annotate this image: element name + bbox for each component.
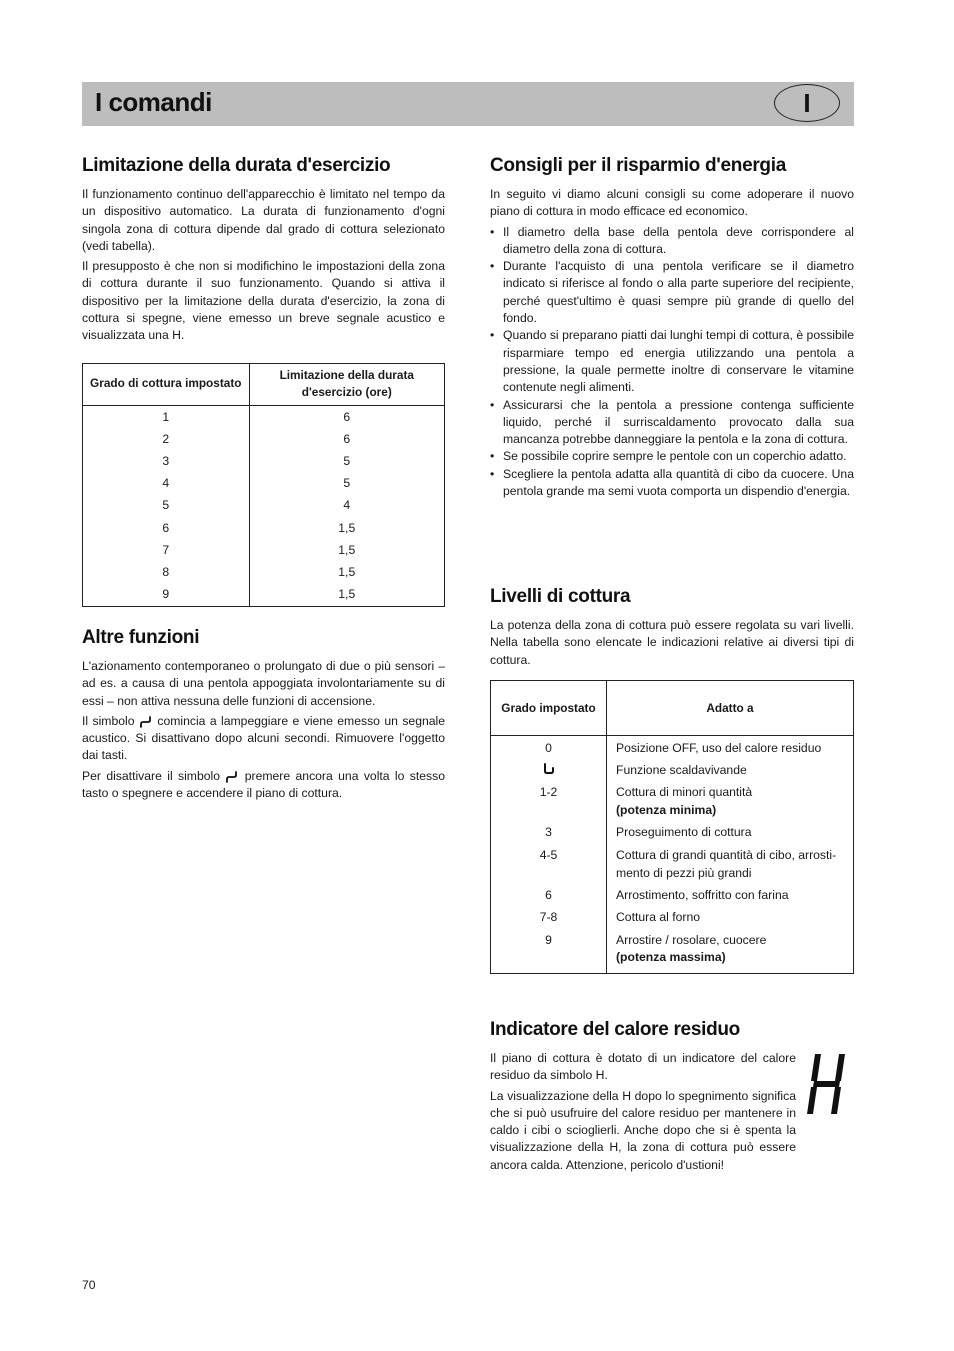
ore-cell: 1,5 [249,561,444,583]
residual-heat-h-icon [806,1052,850,1116]
level-cell: 4-5 [491,841,607,882]
level-cell: 0 [491,735,607,757]
list-item-text: Scegliere la pentola adatta alla quantità di cibo da cuocere. Una pentola grande ma semi vuota comporta un dispendio d'energia. [503,466,854,499]
consigli-intro: In seguito vi diamo alcuni consigli su come adoperare il nuovo piano di cottura in modo efficace ed economico. [490,187,854,219]
description-cell [607,735,854,757]
altre-p3-end: premere ancora una volta lo stesso tasto o spegnere e accendere il piano di cottura. [82,768,446,801]
table-row [491,779,854,819]
list-item: • Quando si preparano piatti dai lunghi tempi di cottura, è possibile risparmiare tempo ed energia utilizzando una pentola a pressione, la quale permette inoltre di conservare le vitamine contenute negli alimenti. [490,328,854,395]
grado-cell: 3 [83,450,250,472]
table-row [83,539,445,561]
indicatore-section [490,1019,854,1174]
altre-p2-start: Il simbolo [82,713,135,728]
description-text: Cottura di minori quantità [616,785,753,800]
altre-paragraph-1: L'azionamento contemporaneo o prolungato di due o più sensori – ad es. a causa di una pentola appoggiata involontariamente su di essi – non attiva nessuna delle funzioni di accensione. [82,659,445,708]
cooking-levels-table [490,680,854,974]
table-header-grado: Grado di cottura impostato [83,363,250,405]
altre-paragraph-3 [82,768,445,803]
indicatore-paragraph-2 [490,1088,854,1174]
table-row [491,735,854,757]
limitazione-heading: Limitazione della durata d'esercizio [82,155,391,176]
list-item: • Assicurarsi che la pentola a pressione contenga sufficiente liquido, perché il surriscaldamento provocato dalla sua mancanza potrebbe danneggiare la pentola e la zona di cottura. [490,397,854,447]
consigli-section [490,155,854,500]
altre-funzioni-heading: Altre funzioni [82,627,200,648]
indicatore-p2-text: La visualizzazione della H dopo lo spegnimento significa che si può usufruire del calore residuo per mantenere in caldo i cibi o scioglierli. Anche dopo che si è spenta la visualizzazione della H, la zona di cottura può essere ancora calda. Attenzione, pericolo d'ustioni! [490,1088,796,1172]
altre-p3-start: Per disattivare il simbolo [82,768,221,783]
table-row [491,882,854,904]
grado-cell: 1 [83,405,250,428]
table-row [83,450,445,472]
description-text: Posizione OFF, uso del calore residuo [616,740,822,755]
table-row [83,405,445,428]
description-text: Funzione scaldavivande [616,763,747,778]
list-item: • Durante l'acquisto di una pentola verificare se il diametro indicato si riferisce al fondo o alla parte superiore del recipiente, perché quest'ultimo è quasi sempre più grande di quello del fondo. [490,259,854,326]
grado-cell: 9 [83,583,250,606]
limitazione-paragraph-2: Il presupposto è che non si modifichino le impostazioni della zona di cottura durante il suo funzionamento. Quando si attiva il dispositivo per la limitazione della durata d'esercizio, la zona di cottura si spegne, viene emesso un breve segnale acustico e visualizzata una H. [82,259,445,343]
duration-limit-table [82,363,445,607]
ore-cell: 5 [249,450,444,472]
grado-cell: 5 [83,494,250,516]
level-cell: 3 [491,819,607,841]
description-cell [607,757,854,779]
consigli-heading: Consigli per il risparmio d'energia [490,155,786,176]
grado-cell: 6 [83,517,250,539]
livelli-section [490,586,854,974]
grado-cell: 4 [83,472,250,494]
indicatore-paragraph-1: Il piano di cottura è dotato di un indicatore del calore residuo da simbolo H. [490,1051,796,1083]
page-title: I comandi [95,87,212,117]
ore-cell: 4 [249,494,444,516]
table-header-grado: Grado impostato [491,680,607,735]
description-cell [607,927,854,974]
livelli-heading: Livelli di cottura [490,586,631,607]
level-cell: 1-2 [491,779,607,819]
description-text: Proseguimento di cottura [616,825,752,840]
table-row [491,819,854,841]
list-item-text: Se possibile coprire sempre le pentole con un coperchio adatto. [503,449,847,464]
table-row [83,517,445,539]
description-text: Arrostire / rosolare, cuocere [616,932,767,947]
table-row [83,428,445,450]
warming-u-icon [543,763,555,774]
list-item: • Scegliere la pentola adatta alla quantità di cibo da cuocere. Una pentola grande ma semi vuota comporta un dispendio d'energia. [490,466,854,499]
ore-cell: 1,5 [249,517,444,539]
squiggle-symbol-icon [225,770,239,784]
table-row [83,494,445,516]
limitazione-paragraph-1: Il funzionamento continuo dell'apparecchio è limitato nel tempo da un dispositivo automatico. La durata di funzionamento d'ogni singola zona di cottura dipende dal grado di cottura selezionato (vedi tabella). [82,187,445,253]
list-item: • Se possibile coprire sempre le pentole con un coperchio adatto. [490,449,847,464]
table-header-limitazione: Limitazione della durata d'esercizio (ore) [249,363,444,405]
level-cell [491,757,607,779]
table-header-adatto: Adatto a [607,680,854,735]
grado-cell: 2 [83,428,250,450]
description-cell [607,779,854,819]
language-badge: I [774,84,840,122]
description-cell [607,841,854,882]
list-item: • Il diametro della base della pentola deve corrispondere al diametro della zona di cottura. [490,224,854,256]
description-cell [607,904,854,926]
level-cell: 9 [491,927,607,974]
altre-paragraph-2 [82,713,445,765]
altre-funzioni-section [82,627,445,802]
description-text: Arrostimento, soffritto con farina [616,887,789,902]
ore-cell: 1,5 [249,539,444,561]
table-row [491,904,854,926]
level-cell: 7-8 [491,904,607,926]
grado-cell: 7 [83,539,250,561]
energy-tips-list [490,224,854,501]
list-item-text: Durante l'acquisto di una pentola verificare se il diametro indicato si riferisce al fondo o alla parte superiore del recipiente, perché quest'ultimo è quasi sempre più grande di quello del fondo. [503,259,854,326]
page-number: 70 [82,1278,96,1292]
section-banner [82,82,854,126]
description-cell [607,819,854,841]
list-item-text: Assicurarsi che la pentola a pressione contenga sufficiente liquido, perché il surriscaldamento provocato dalla sua mancanza potrebbe danneggiare la pentola e la zona di cottura. [503,397,854,447]
list-item-text: Il diametro della base della pentola deve corrispondere al diametro della zona di cottura. [503,224,854,256]
ore-cell: 5 [249,472,444,494]
description-text: Cottura al forno [616,910,701,925]
description-bold-text: (potenza minima) [616,802,717,817]
description-text: Cottura di grandi quantità di cibo, arrosti-mento di pezzi più grandi [616,848,837,880]
ore-cell: 6 [249,428,444,450]
level-cell: 6 [491,882,607,904]
ore-cell: 1,5 [249,583,444,606]
table-row [83,561,445,583]
livelli-intro: La potenza della zona di cottura può essere regolata su vari livelli. Nella tabella sono elencate le indicazioni relative ai diversi tipi di cottura. [490,618,854,667]
table-row [491,841,854,882]
table-row [83,472,445,494]
list-item-text: Quando si preparano piatti dai lunghi tempi di cottura, è possibile risparmiare tempo ed energia utilizzando una pentola a pressione, la quale permette inoltre di conservare le vitamine contenute negli alimenti. [503,328,854,395]
description-bold-text: (potenza massima) [616,949,726,964]
indicatore-heading: Indicatore del calore residuo [490,1019,740,1040]
table-row [83,583,445,606]
ore-cell: 6 [249,405,444,428]
grado-cell: 8 [83,561,250,583]
altre-p2-end: comincia a lampeggiare e viene emesso un segnale acustico. Si disattivano dopo alcuni secondi. Rimuovere l'oggetto dai tasti. [82,713,446,763]
squiggle-symbol-icon [139,715,153,729]
table-row [491,757,854,779]
limitazione-section [82,155,445,607]
table-row [491,927,854,974]
description-cell [607,882,854,904]
